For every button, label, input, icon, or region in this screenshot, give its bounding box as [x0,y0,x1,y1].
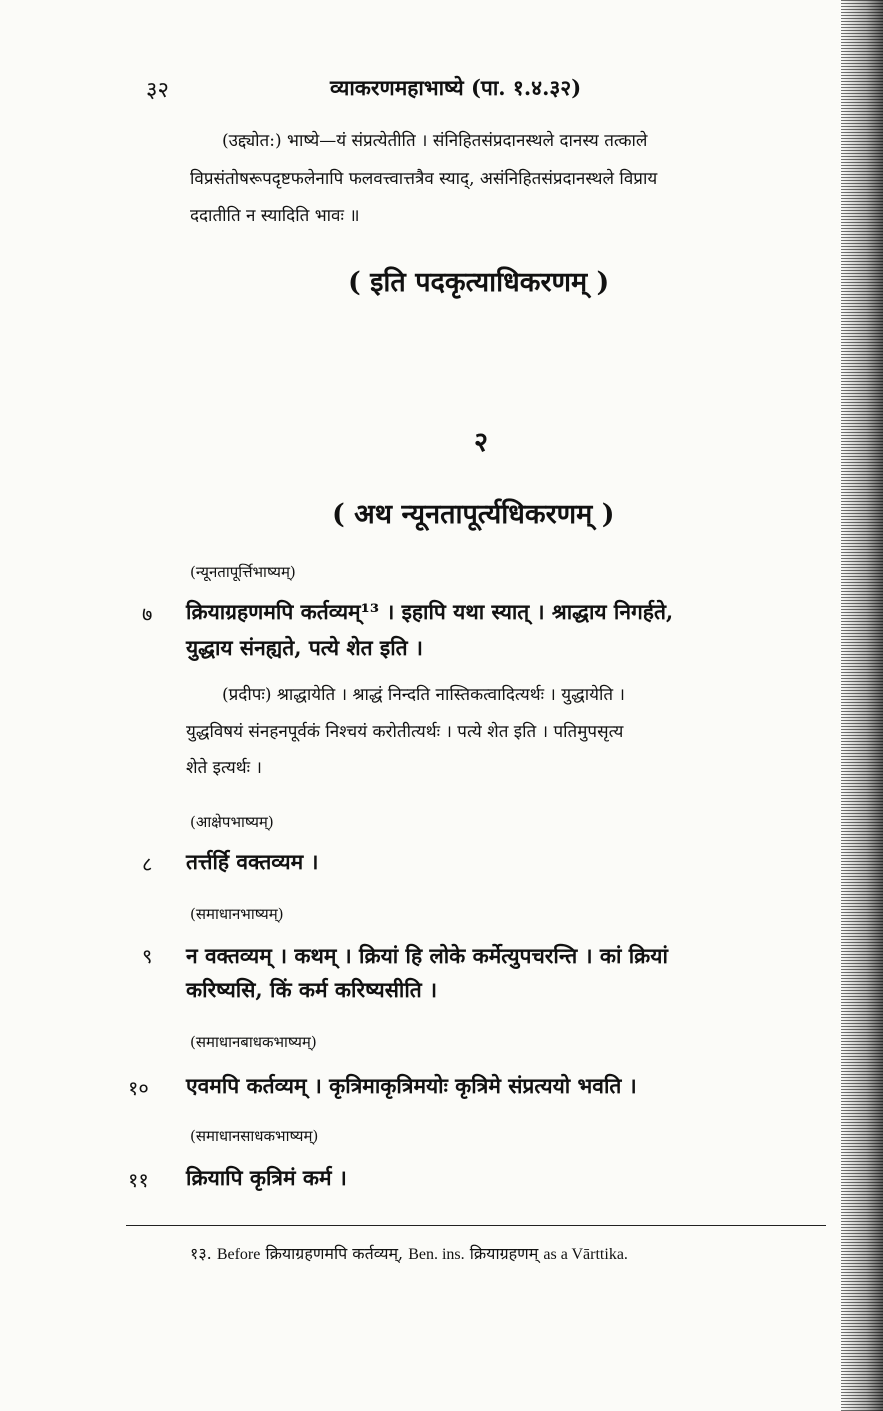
running-title: व्याकरणमहाभाष्ये (पा. १.४.३२) [330,75,582,100]
footnote [190,1242,628,1264]
sutra-number: ९ [142,944,153,968]
bhashya-line: क्रियाग्रहणमपि कर्तव्यम्¹³ । इहापि यथा स्यात् । श्राद्धाय निगर्हते, [186,599,674,624]
bhashya-line: करिष्यसि, किं कर्म करिष्यसीति । [186,977,438,1002]
uddyota-label: (उद्द्योत:) [222,131,282,151]
bhashya-label: (समाधानबाधकभाष्यम्) [190,1033,317,1051]
uddyota-line-3: ददातीति न स्यादिति भावः ॥ [190,206,360,226]
footnote-rule [126,1225,826,1226]
footnote-text: Before [216,1246,261,1263]
bhashya-label: (समाधानभाष्यम्) [190,905,284,923]
sutra-number: ११ [128,1168,149,1192]
section-title: ( अथ न्यूनतापूर्त्यधिकरणम् ) [332,499,615,530]
sutra-number: ८ [142,852,153,876]
bhashya-label: (न्यूनतापूर्त्तिभाष्यम्) [190,563,296,581]
scanned-page-edge [841,0,883,1411]
bhashya-line: युद्धाय संनह्यते, पत्ये शेत इति । [186,635,423,660]
footnote-text: as a Vārttika. [543,1246,628,1263]
uddyota-line-2: विप्रसंतोषरूपदृष्टफलेनापि फलवत्त्वात्तत्रैव स्याद्, असंनिहितसंप्रदानस्थले विप्राय [190,169,658,189]
closing-heading: ( इति पदकृत्याधिकरणम् ) [348,267,610,298]
bhashya-line: क्रियापि कृत्रिमं कर्म । [186,1165,347,1190]
footnote-term: क्रियाग्रहणम् [469,1244,539,1263]
bhashya-line: न वक्तव्यम् । कथम् । क्रियां हि लोके कर्मेत्युपचरन्ति । कां क्रियां [186,943,668,968]
footnote-term: क्रियाग्रहणमपि कर्तव्यम्, [265,1244,404,1263]
bhashya-line: एवमपि कर्तव्यम् । कृत्रिमाकृत्रिमयोः कृत्रिमे संप्रत्ययो भवति । [186,1073,637,1098]
pradipa-line-3: शेते इत्यर्थः । [186,758,262,778]
uddyota-line-1 [222,128,647,151]
sutra-number: ७ [142,602,153,626]
sutra-number: १० [128,1076,149,1100]
footnote-text: Ben. ins. [408,1246,465,1263]
page-number: ३२ [146,78,169,103]
pradipa-line-2: युद्धविषयं संनहनपूर्वकं निश्चयं करोतीत्यर्थः । पत्ये शेत इति । पतिमुपसृत्य [186,722,624,742]
bhashya-label: (आक्षेपभाष्यम्) [190,813,274,831]
bhashya-label: (समाधानसाधकभाष्यम्) [190,1127,319,1145]
uddyota-text: भाष्ये—यं संप्रत्येतीति । संनिहितसंप्रदानस्थले दानस्य तत्काले [287,131,648,151]
footnote-number: १३. [190,1244,212,1263]
pradipa-line-1: (प्रदीपः) श्राद्धायेति । श्राद्धं निन्दति नास्तिकत्वादित्यर्थः । युद्धायेति । [222,685,625,705]
bhashya-line: तर्त्तर्हि वक्तव्यम । [186,849,319,874]
section-number: २ [474,427,489,458]
